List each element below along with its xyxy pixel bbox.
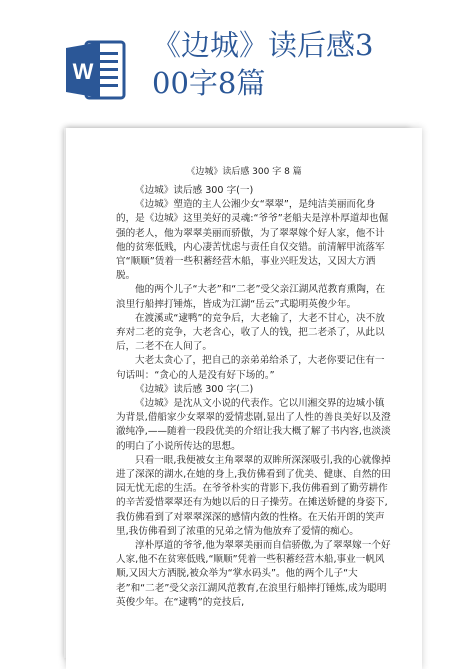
document-page — [66, 128, 422, 669]
section-heading: 《边城》读后感 300 字(二) — [135, 383, 254, 395]
body-paragraph: 大老太贪心了，把自己的亲弟弟给杀了，大老你要记住有一句话叫：“贪心的人是没有好下场的。” — [116, 355, 385, 381]
body-paragraph: 《边城》是沈从文小说的代表作。它以川湘交界的边城小镇为背景,借船家少女翠翠的爱情悲剧,显出了人性的善良美好以及澄澈纯净,——随着一段段优美的介绍让我大概了解了书内容,也淡淡的明白了小说所传达的思想。 — [116, 398, 391, 452]
page-title-line1: 《边城》读后感3 — [152, 28, 374, 62]
body-paragraph: 在渡溪或“逮鸭”的竞争后，大老输了，大老不甘心，决不放弃对二老的竞争，大老含心，收了人的钱，把二老杀了，从此以后，二老不在人间了。 — [116, 312, 385, 353]
document-body — [116, 184, 392, 610]
word-logo-letter: W — [72, 59, 94, 84]
page-title-line2: 00字8篇 — [152, 66, 266, 100]
body-paragraph: 只看一眼,我便被女主角翠翠的双眸所深深吸引,我的心就像掉进了深深的湖水,在她的身上,我仿佛看到了优美、健康、自然的田园无忧无虑的生活。在爷爷朴实的背影下,我仿佛看到了勤劳耕作的辛苦爱惜翠翠还有为她以后的日子操劳。在摊送娇健的身姿下,我仿佛看到了对翠翠深深的感情内敛的性格。在天佑开朗的笑声里,我仿佛看到了浓重的兄弟之情为他放弃了爱情的痴心。 — [116, 454, 391, 537]
body-paragraph: 《边城》塑造的主人公湘少女“翠翠”，是纯洁美丽而化身的，是《边城》这里美好的灵魂:“爷爷”老船夫是淳朴厚道却也倔强的老人，他为翠翠美丽而骄傲，为了翠翠嫁个好人家，他不计他的贫寒低贱，内心凄苦忧虑与责任自仅交错。前清解甲流落军官“顺顺”赁着一些积蓄经营木船，事业兴旺发达，又因大方洒脱。 — [116, 199, 389, 282]
body-paragraph: 他的两个儿子“大老”和“二老”受父亲江湖风范教育熏陶，在浪里行船摔打锤炼，皆成为江湖“岳云”式聪明英俊少年。 — [116, 284, 386, 310]
body-paragraph: 淳朴厚道的爷爷,他为翠翠美丽而自信骄傲,为了翠翠嫁一个好人家,他不在贫寒低贱,“顺顺”凭着一些积蓄经营木船,事业一帆风顺,又因大方洒脱,被众举为“掌水码头”。他的两个儿子“大老”和“二老”受父亲江湖风范教育,在浪里行船摔打锤炼,成为聪明英俊少年。在“逮鸭”的竞技后, — [116, 540, 391, 608]
section-heading: 《边城》读后感 300 字(一) — [135, 185, 254, 196]
document-title: 《边城》读后感 300 字 8 篇 — [186, 167, 302, 177]
